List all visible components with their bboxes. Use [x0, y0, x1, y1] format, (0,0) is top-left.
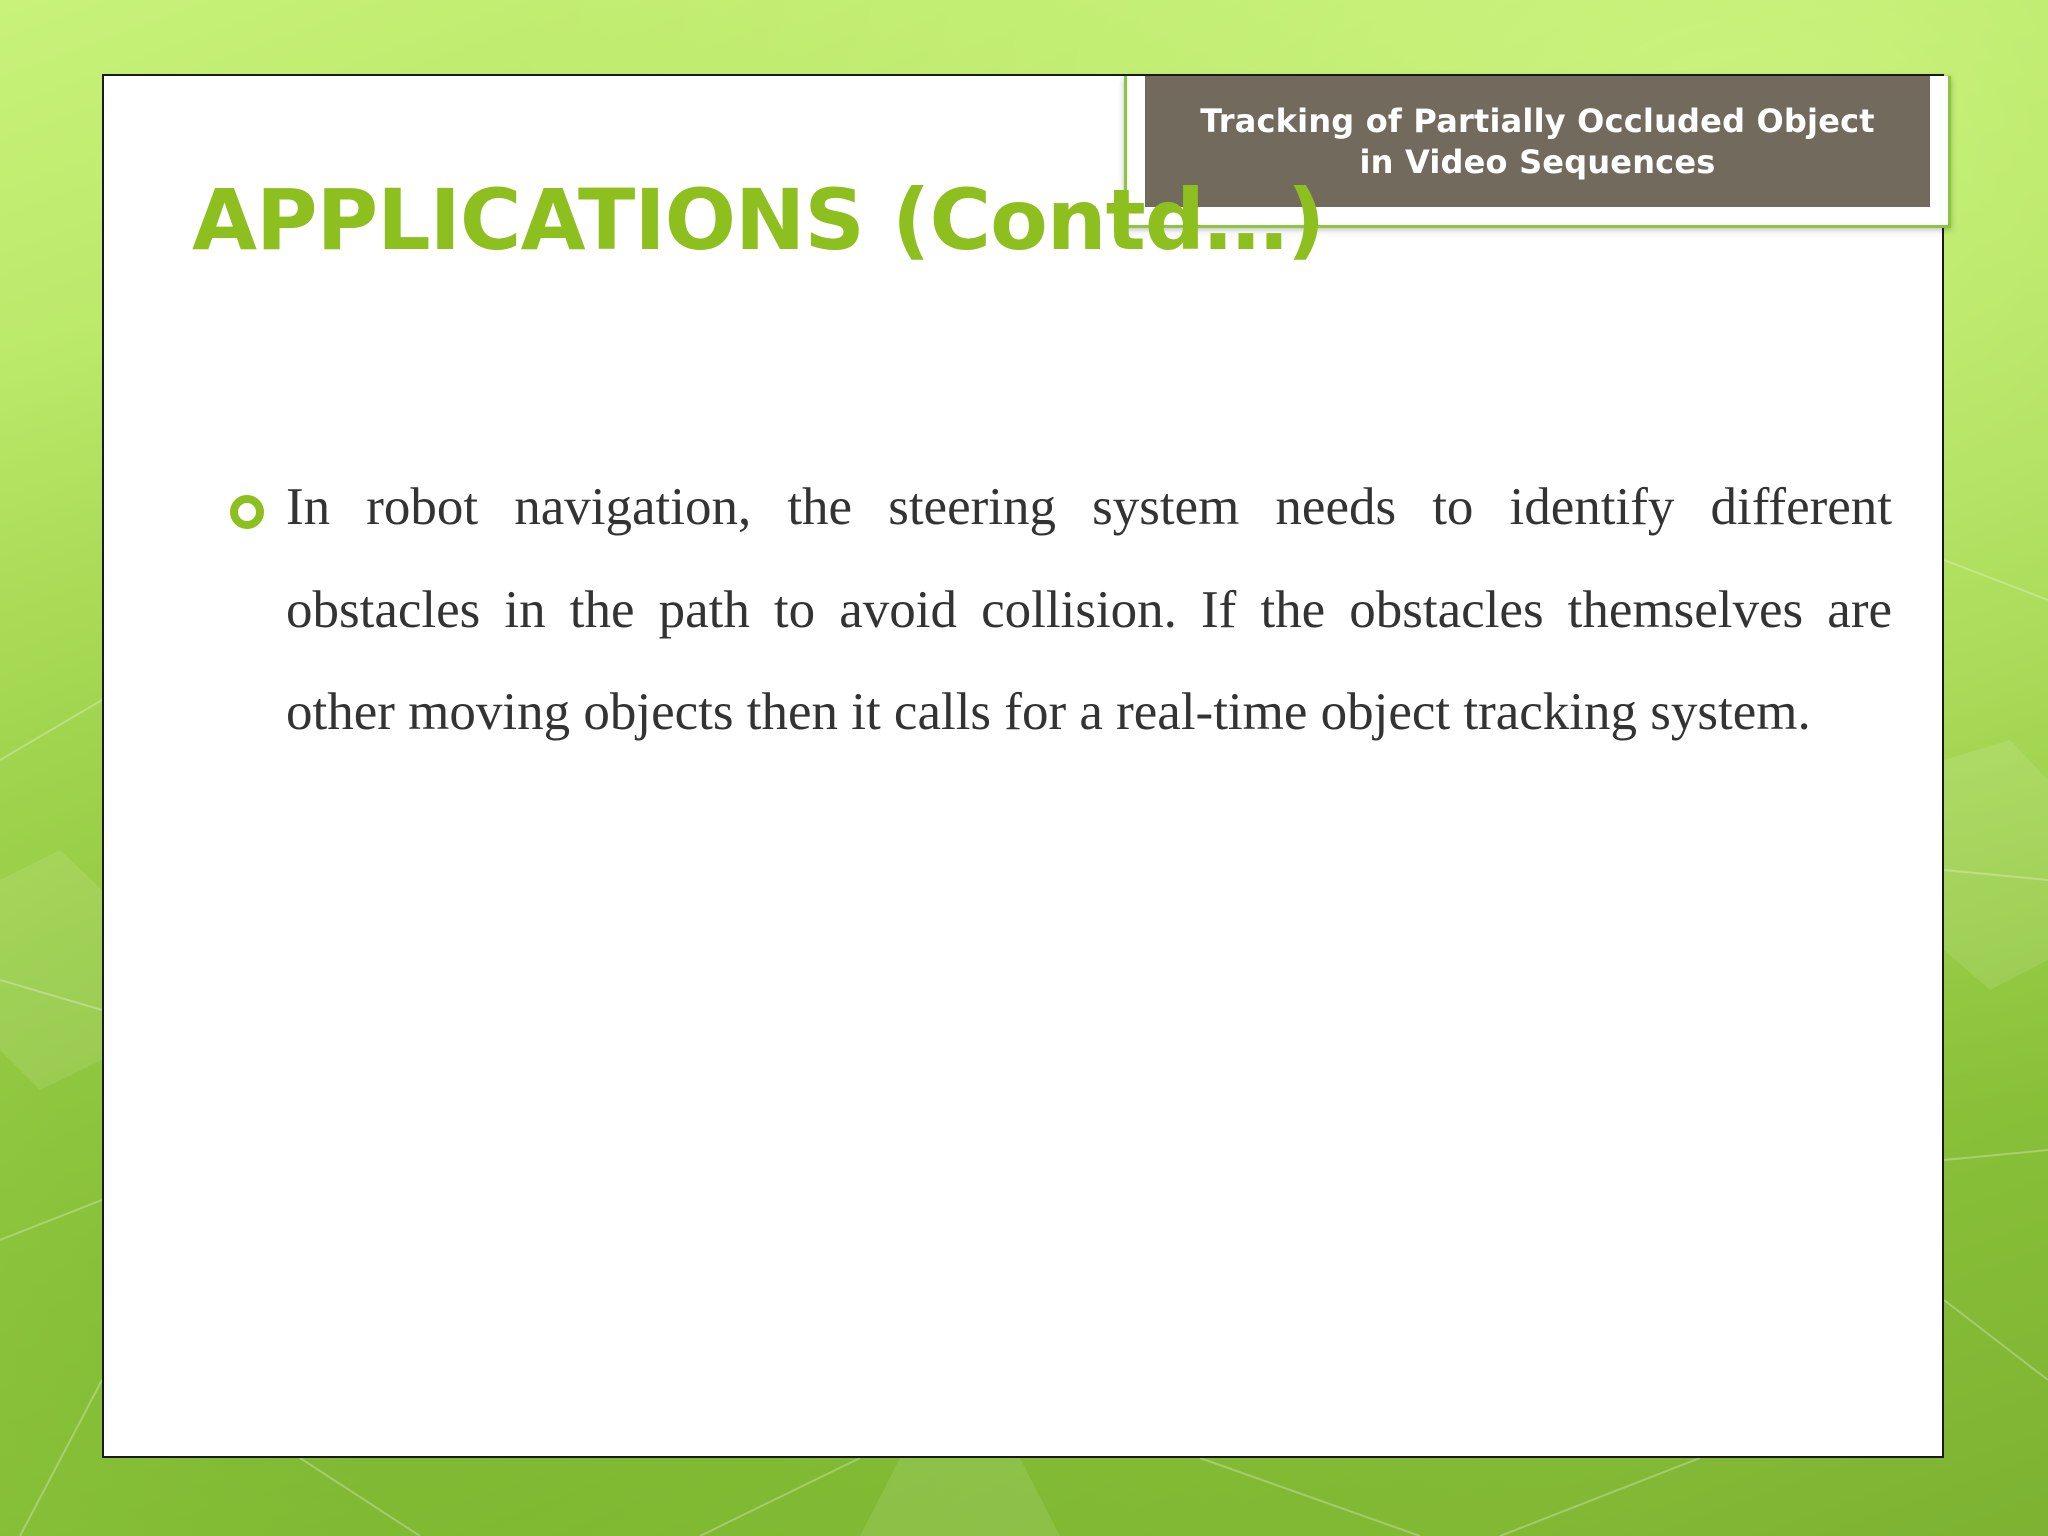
slide-title: APPLICATIONS (Contd…)	[192, 171, 1325, 269]
bullet-list	[228, 456, 1892, 764]
bullet-text: In robot navigation, the steering system needs to identify different obstacles in the path to avoid collision. If the obstacles themselves are other moving objects then it calls for a real-time object tracking system.	[286, 478, 1892, 741]
presentation-title: Tracking of Partially Occluded Object in Video Sequences	[1200, 101, 1875, 181]
hollow-circle-bullet-icon	[230, 495, 264, 529]
content-panel	[102, 74, 1944, 1458]
bullet-item	[228, 456, 1892, 764]
